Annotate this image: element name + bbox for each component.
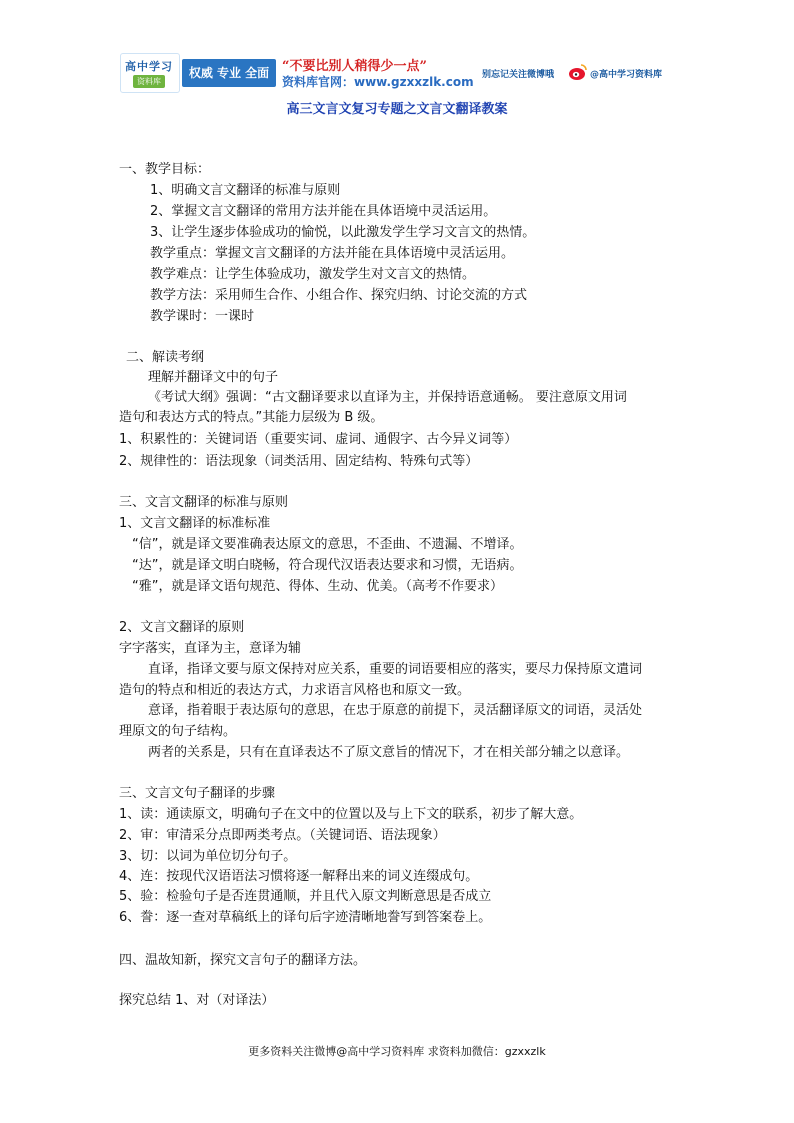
section-heading: 三、文言文翻译的标准与原则 (119, 495, 289, 510)
text-line: 造句和表达方式的特点。”其能力层级为 B 级。 (119, 410, 384, 425)
text-line: “雅”，就是译文语句规范、得体、生动、优美。（高考不作要求） (132, 579, 503, 594)
text-line: 理解并翻译文中的句子 (148, 370, 279, 385)
logo-title: 高中学习 (125, 60, 173, 73)
text-line: 5、验：检验句子是否连贯通顺，并且代入原文判断意思是否成立 (119, 889, 492, 904)
text-line: 6、誊：逐一查对草稿纸上的译句后字迹清晰地誊写到答案卷上。 (119, 910, 492, 925)
text-line: 1、明确文言文翻译的标准与原则 (150, 183, 341, 198)
section-heading: 2、文言文翻译的原则 (119, 620, 245, 635)
banner-site: 资料库官网：www.gzxxzlk.com (282, 75, 474, 89)
text-line: “信”，就是译文要准确表达原文的意思，不歪曲、不遗漏、不增译。 (132, 537, 523, 552)
site-logo (120, 53, 180, 93)
text-line: 2、规律性的：语法现象（词类活用、固定结构、特殊句式等） (119, 454, 479, 469)
page-footer: 更多资料关注微博@高中学习资料库 求资料加微信：gzxxzlk (248, 1045, 546, 1058)
weibo-icon (568, 63, 588, 81)
text-line: 4、连：按现代汉语语法习惯将逐一解释出来的词义连缀成句。 (119, 869, 479, 884)
section-heading: 四、温故知新，探究文言句子的翻译方法。 (119, 953, 367, 968)
text-line: 2、审：审清采分点即两类考点。（关键词语、语法现象） (119, 828, 446, 843)
text-line: 理原文的句子结构。 (119, 724, 237, 739)
slogan-badge: 权威 专业 全面 (182, 59, 276, 87)
logo-subtitle: 资料库 (133, 75, 165, 88)
text-line: 教学难点：让学生体验成功，激发学生对文言文的热情。 (150, 267, 476, 282)
text-line: 1、积累性的：关键词语（重要实词、虚词、通假字、古今异义词等） (119, 432, 518, 447)
text-line: 3、切：以词为单位切分句子。 (119, 849, 297, 864)
text-line: 探究总结 1、对（对译法） (119, 993, 275, 1008)
text-line: 两者的关系是，只有在直译表达不了原文意旨的情况下，才在相关部分辅之以意译。 (148, 745, 630, 760)
text-line: 直译，指译文要与原文保持对应关系，重要的词语要相应的落实，要尽力保持原文遣词 (148, 662, 643, 677)
text-line: 字字落实，直译为主，意译为辅 (119, 641, 302, 656)
text-line: 意译，指着眼于表达原句的意思，在忠于原意的前提下，灵活翻译原文的词语，灵活处 (148, 703, 643, 718)
text-line: 1、文言文翻译的标准标准 (119, 516, 271, 531)
header-banner (120, 53, 680, 95)
text-line: 1、读：通读原文，明确句子在文中的位置以及与上下文的联系，初步了解大意。 (119, 807, 583, 822)
text-line: 造句的特点和相近的表达方式，力求语言风格也和原文一致。 (119, 683, 471, 698)
text-line: 《考试大纲》强调：“古文翻译要求以直译为主，并保持语意通畅。 要注意原文用词 (148, 390, 627, 405)
text-line: 教学课时：一课时 (150, 309, 255, 324)
section-heading: 二、解读考纲 (126, 350, 205, 365)
section-heading: 一、教学目标： (119, 162, 211, 177)
text-line: 2、掌握文言文翻译的常用方法并能在具体语境中灵活运用。 (150, 204, 497, 219)
weibo-reminder: 别忘记关注微博哦 (482, 70, 555, 80)
text-line: “达”，就是译文明白晓畅，符合现代汉语表达要求和习惯，无语病。 (132, 558, 523, 573)
text-line: 3、让学生逐步体验成功的愉悦，以此激发学生学习文言文的热情。 (150, 225, 536, 240)
banner-quote: “不要比别人稍得少一点” (282, 59, 427, 74)
text-line: 教学重点：掌握文言文翻译的方法并能在具体语境中灵活运用。 (150, 246, 515, 261)
text-line: 教学方法：采用师生合作、小组合作、探究归纳、讨论交流的方式 (150, 288, 528, 303)
section-heading: 三、文言文句子翻译的步骤 (119, 786, 276, 801)
document-title: 高三文言文复习专题之文言文翻译教案 (286, 102, 508, 117)
weibo-handle: @高中学习资料库 (590, 70, 663, 80)
